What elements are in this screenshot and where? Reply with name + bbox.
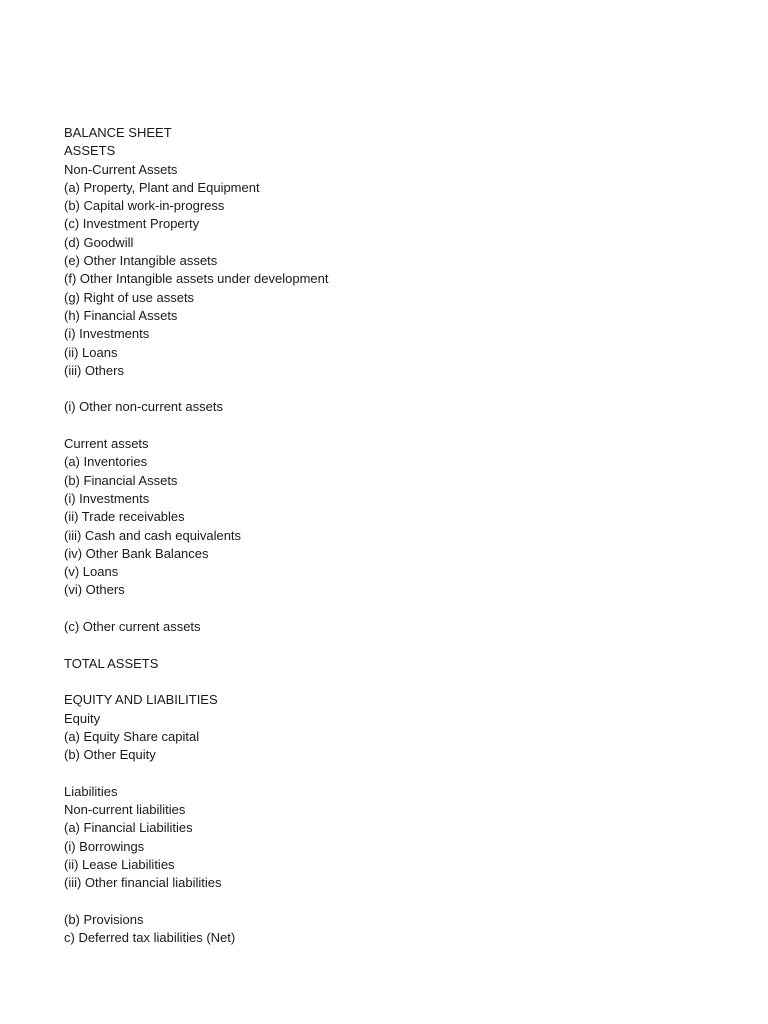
document-line: c) Deferred tax liabilities (Net): [64, 930, 236, 946]
document-line: (ii) Loans: [64, 344, 118, 360]
document-line: (a) Property, Plant and Equipment: [64, 179, 260, 195]
blank-line: [64, 636, 744, 654]
document-line: (v) Loans: [64, 564, 119, 580]
blank-line: [64, 600, 744, 618]
document-line: (i) Borrowings: [64, 838, 145, 854]
blank-line: [64, 764, 744, 782]
document-line: Non-current liabilities: [64, 801, 186, 817]
document-line: (c) Other current assets: [64, 619, 201, 635]
document-line: (i) Investments: [64, 490, 150, 506]
document-line: (h) Financial Assets: [64, 307, 178, 323]
blank-line: [64, 380, 744, 398]
document-line: (ii) Lease Liabilities: [64, 856, 175, 872]
document-line: (a) Financial Liabilities: [64, 820, 193, 836]
blank-line: [64, 673, 744, 691]
document-line: (a) Equity Share capital: [64, 728, 200, 744]
document-line: Non-Current Assets: [64, 161, 178, 177]
document-line: Equity: [64, 710, 101, 726]
document-line: ASSETS: [64, 143, 116, 159]
document-line: (iii) Others: [64, 362, 124, 378]
document-line: (i) Other non-current assets: [64, 399, 223, 415]
document-line: (i) Investments: [64, 326, 150, 342]
document-line: (f) Other Intangible assets under development: [64, 271, 329, 287]
document-line: (b) Capital work-in-progress: [64, 198, 225, 214]
document-line: (iv) Other Bank Balances: [64, 545, 209, 561]
document-line: BALANCE SHEET: [64, 125, 172, 140]
document-line: (c) Investment Property: [64, 216, 200, 232]
balance-sheet-document: [64, 124, 744, 947]
document-line: (ii) Trade receivables: [64, 509, 185, 525]
document-line: (b) Other Equity: [64, 747, 156, 763]
document-line: Current assets: [64, 436, 149, 452]
document-line: EQUITY AND LIABILITIES: [64, 692, 218, 708]
document-line: (vi) Others: [64, 582, 125, 598]
document-line: (b) Provisions: [64, 911, 144, 927]
blank-line: [64, 892, 744, 910]
document-line: (b) Financial Assets: [64, 472, 178, 488]
document-line: TOTAL ASSETS: [64, 655, 159, 671]
document-line: (g) Right of use assets: [64, 289, 195, 305]
blank-line: [64, 417, 744, 435]
document-line: Liabilities: [64, 783, 118, 799]
document-line: (a) Inventories: [64, 454, 148, 470]
document-line: (e) Other Intangible assets: [64, 253, 218, 269]
document-line: (iii) Cash and cash equivalents: [64, 527, 242, 543]
document-line: (iii) Other financial liabilities: [64, 875, 222, 891]
document-line: (d) Goodwill: [64, 234, 134, 250]
